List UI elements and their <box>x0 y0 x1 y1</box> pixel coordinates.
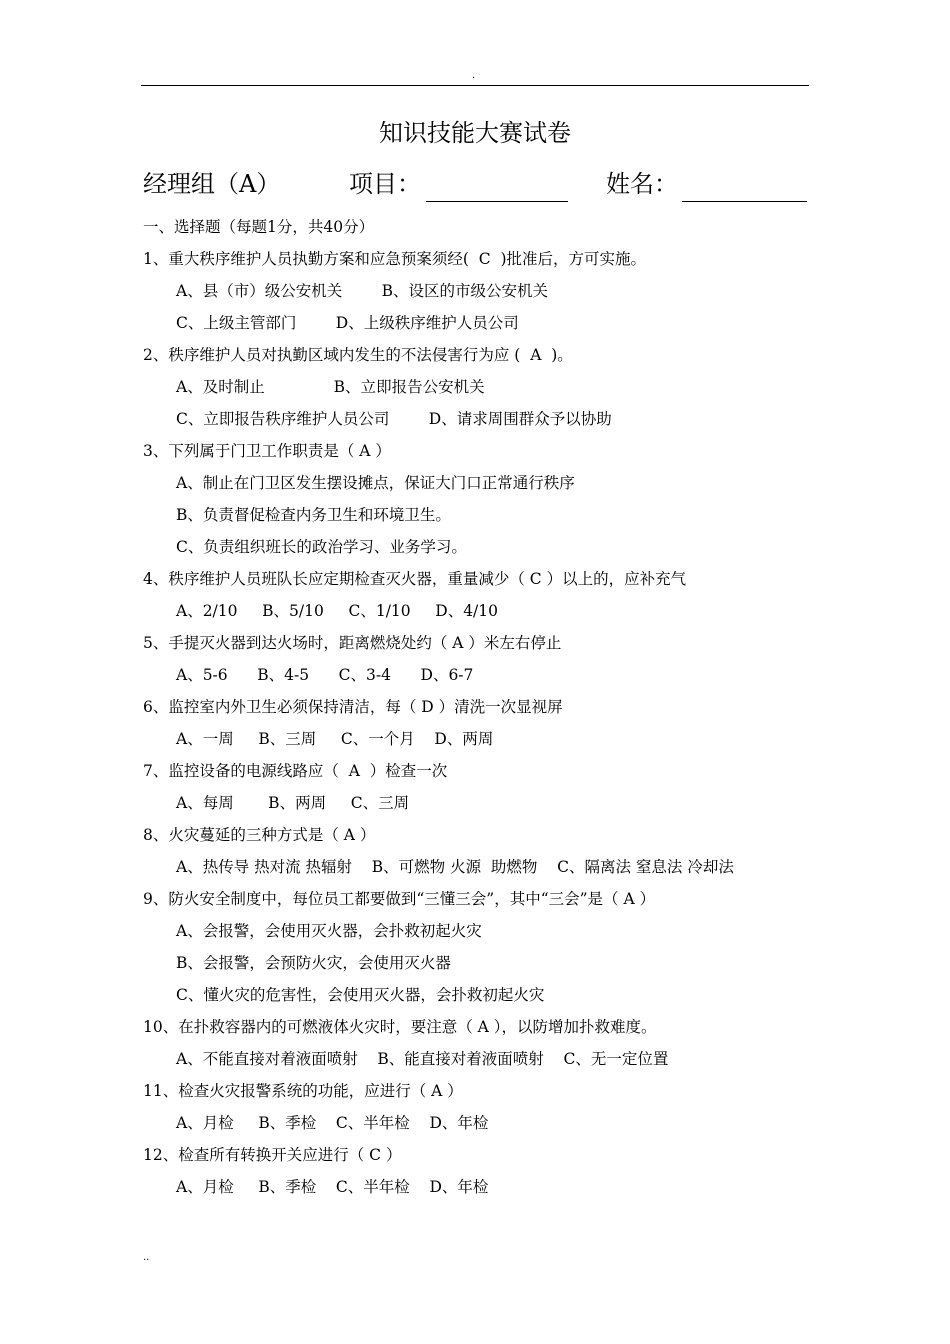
question-6-options: A、一周 B、三周 C、一个月 D、两周 <box>176 730 494 748</box>
question-9-option-c: C、懂火灾的危害性，会使用灭火器，会扑救初起火灾 <box>176 986 545 1004</box>
question-1-options-ab: A、县（市）级公安机关 B、设区的市级公安机关 <box>176 282 549 300</box>
question-3-option-b: B、负责督促检查内务卫生和环境卫生。 <box>176 506 451 524</box>
question-12-options: A、月检 B、季检 C、半年检 D、年检 <box>176 1178 489 1196</box>
question-10-options: A、不能直接对着液面喷射 B、能直接对着液面喷射 C、无一定位置 <box>176 1050 669 1068</box>
question-9: 9、防火安全制度中，每位员工都要做到“三懂三会”，其中“三会”是（ A ） <box>143 890 656 908</box>
project-label: 项目： <box>349 170 421 198</box>
question-5-options: A、5-6 B、4-5 C、3-4 D、6-7 <box>176 666 474 684</box>
question-3: 3、下列属于门卫工作职责是（ A ） <box>143 442 391 460</box>
question-10: 10、在扑救容器内的可燃液体火灾时，要注意（ A ），以防增加扑救难度。 <box>143 1018 657 1036</box>
question-1: 1、重大秩序维护人员执勤方案和应急预案须经( C )批准后，方可实施。 <box>143 250 647 268</box>
question-1-options-cd: C、上级主管部门 D、上级秩序维护人员公司 <box>176 314 519 332</box>
info-row <box>0 165 950 205</box>
group-code: （A） <box>215 170 281 198</box>
question-9-option-a: A、会报警，会使用灭火器，会扑救初起火灾 <box>176 922 482 940</box>
question-6: 6、监控室内外卫生必须保持清洁，每（ D ）清洗一次显视屏 <box>143 698 563 716</box>
question-11-options: A、月检 B、季检 C、半年检 D、年检 <box>176 1114 489 1132</box>
question-2-options-ab: A、及时制止 B、立即报告公安机关 <box>176 378 485 396</box>
footer-dots: .. <box>143 1252 150 1263</box>
group-label: 经理组 <box>143 170 215 198</box>
name-blank[interactable] <box>682 201 807 202</box>
section-heading: 一、选择题（每题1分，共40分） <box>143 218 375 236</box>
question-3-option-c: C、负责组织班长的政治学习、业务学习。 <box>176 538 467 556</box>
question-7: 7、监控设备的电源线路应（ A ）检查一次 <box>143 762 448 780</box>
question-5: 5、手提灭火器到达火场时，距离燃烧处约（ A ）米左右停止 <box>143 634 562 652</box>
question-4: 4、秩序维护人员班队长应定期检查灭火器，重量减少（ C ）以上的，应补充气 <box>143 570 687 588</box>
question-3-option-a: A、制止在门卫区发生摆设摊点，保证大门口正常通行秩序 <box>176 474 575 492</box>
question-4-options: A、2/10 B、5/10 C、1/10 D、4/10 <box>176 602 499 620</box>
question-11: 11、检查火灾报警系统的功能，应进行（ A ） <box>143 1082 463 1100</box>
question-9-option-b: B、会报警，会预防火灾，会使用灭火器 <box>176 954 451 972</box>
question-8-options: A、热传导 热对流 热辐射 B、可燃物 火源 助燃物 C、隔离法 窒息法 冷却法 <box>176 858 734 876</box>
name-label: 姓名： <box>606 170 678 198</box>
question-7-options: A、每周 B、两周 C、三周 <box>176 794 410 812</box>
question-2: 2、秩序维护人员对执勤区域内发生的不法侵害行为应 ( A )。 <box>143 346 573 364</box>
question-12: 12、检查所有转换开关应进行（ C ） <box>143 1146 402 1164</box>
question-8: 8、火灾蔓延的三种方式是（ A ） <box>143 826 376 844</box>
question-2-options-cd: C、立即报告秩序维护人员公司 D、请求周围群众予以协助 <box>176 410 612 428</box>
header-dot: . <box>472 70 476 81</box>
page-title: 知识技能大赛试卷 <box>379 119 571 147</box>
header-rule <box>141 85 809 86</box>
project-blank[interactable] <box>426 201 568 202</box>
